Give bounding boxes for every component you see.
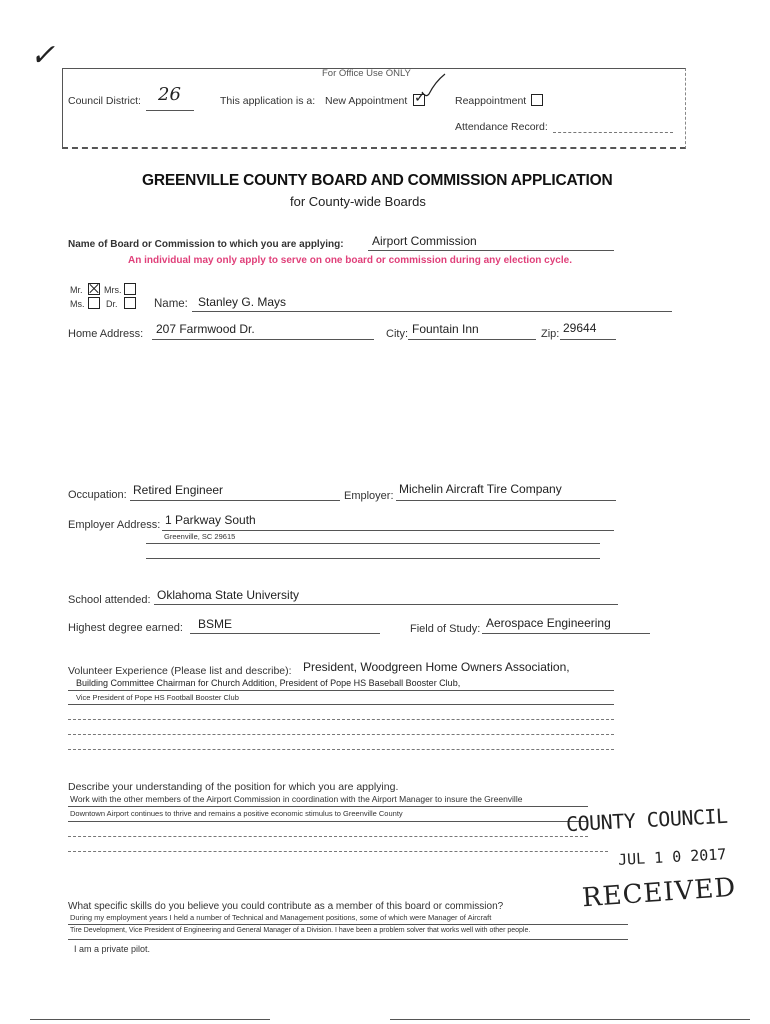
city-line bbox=[408, 339, 536, 340]
ms-checkbox[interactable] bbox=[88, 297, 100, 309]
skills-line1[interactable]: During my employment years I held a number of Technical and Management positions, some of which were Manager of Aircraft bbox=[70, 913, 492, 922]
skills-label: What specific skills do you believe you could contribute as a member of this board or commission? bbox=[68, 901, 504, 912]
school-label: School attended: bbox=[68, 594, 151, 606]
volunteer-line2[interactable]: Building Committee Chairman for Church Addition, President of Pope HS Baseball Booster Club, bbox=[76, 678, 461, 688]
field-of-study-line bbox=[482, 633, 650, 634]
stamp-county-council: COUNTY COUNCIL bbox=[565, 803, 729, 837]
ms-label: Ms. bbox=[70, 299, 85, 309]
name-line bbox=[192, 311, 672, 312]
home-address-line bbox=[152, 339, 374, 340]
attendance-record-line bbox=[553, 132, 673, 133]
council-district-value[interactable]: 26 bbox=[158, 84, 181, 105]
occupation-line bbox=[130, 500, 340, 501]
mrs-label: Mrs. bbox=[104, 285, 122, 295]
position-rule-2 bbox=[68, 821, 588, 822]
mrs-checkbox[interactable] bbox=[124, 283, 136, 295]
board-value[interactable]: Airport Commission bbox=[372, 234, 477, 248]
office-use-header: For Office Use ONLY bbox=[322, 68, 411, 79]
field-of-study-value[interactable]: Aerospace Engineering bbox=[486, 616, 611, 630]
reappointment-label: Reappointment bbox=[455, 95, 527, 107]
volunteer-line3[interactable]: Vice President of Pope HS Football Booster Club bbox=[76, 693, 239, 702]
volunteer-rule-2 bbox=[68, 704, 614, 705]
form-title: GREENVILLE COUNTY BOARD AND COMMISSION APPLICATION bbox=[142, 172, 613, 189]
volunteer-rule-5 bbox=[68, 749, 614, 750]
degree-line bbox=[190, 633, 380, 634]
board-line bbox=[368, 250, 614, 251]
mr-label: Mr. bbox=[70, 285, 83, 295]
council-district-label: Council District: bbox=[68, 95, 141, 107]
office-use-box bbox=[62, 68, 686, 149]
field-of-study-label: Field of Study: bbox=[410, 623, 481, 635]
employer-address-line bbox=[162, 530, 614, 531]
school-value[interactable]: Oklahoma State University bbox=[157, 588, 300, 602]
skills-rule-1 bbox=[68, 924, 628, 925]
volunteer-rule-1 bbox=[68, 690, 614, 691]
skills-rule-2 bbox=[68, 939, 628, 940]
position-rule-1 bbox=[68, 806, 588, 807]
bottom-rule-right bbox=[390, 1019, 750, 1020]
position-line1[interactable]: Work with the other members of the Airport Commission in coordination with the Airport Manager to insure the Greenville bbox=[70, 794, 523, 804]
city-label: City: bbox=[386, 328, 408, 340]
new-appointment-checkbox[interactable] bbox=[413, 94, 425, 106]
election-notice: An individual may only apply to serve on one board or commission during any election cycle. bbox=[128, 255, 572, 266]
school-line bbox=[154, 604, 618, 605]
bottom-rule bbox=[30, 1019, 270, 1020]
dr-checkbox[interactable] bbox=[124, 297, 136, 309]
volunteer-label: Volunteer Experience (Please list and describe): bbox=[68, 665, 292, 677]
stamp-received: RECEIVED bbox=[581, 872, 738, 914]
position-rule-3 bbox=[68, 836, 588, 837]
application-type-label: This application is a: bbox=[220, 95, 316, 107]
position-rule-4 bbox=[68, 851, 608, 852]
occupation-value[interactable]: Retired Engineer bbox=[133, 483, 224, 497]
mr-checkbox[interactable] bbox=[88, 283, 100, 295]
position-label: Describe your understanding of the position for which you are applying. bbox=[68, 781, 399, 793]
name-value[interactable]: Stanley G. Mays bbox=[198, 295, 287, 309]
check-mark-icon: ✓ bbox=[30, 38, 56, 73]
city-value[interactable]: Fountain Inn bbox=[412, 322, 479, 336]
degree-label: Highest degree earned: bbox=[68, 622, 183, 634]
volunteer-line1[interactable]: President, Woodgreen Home Owners Association, bbox=[303, 660, 570, 674]
zip-line bbox=[560, 339, 616, 340]
home-address-value[interactable]: 207 Farmwood Dr. bbox=[156, 322, 255, 336]
reappointment-checkbox[interactable] bbox=[531, 94, 543, 106]
council-district-line bbox=[146, 110, 194, 111]
employer-address-value[interactable]: 1 Parkway South bbox=[165, 513, 256, 527]
employer-address-line-3 bbox=[146, 558, 600, 559]
board-label: Name of Board or Commission to which you are applying: bbox=[68, 239, 344, 250]
employer-line bbox=[396, 500, 616, 501]
employer-label: Employer: bbox=[344, 490, 394, 502]
employer-value[interactable]: Michelin Aircraft Tire Company bbox=[399, 482, 562, 496]
name-label: Name: bbox=[154, 298, 188, 310]
employer-address-line-2 bbox=[146, 543, 600, 544]
position-line2[interactable]: Downtown Airport continues to thrive and remains a positive economic stimulus to Greenville County bbox=[70, 809, 403, 818]
new-appointment-label: New Appointment bbox=[325, 95, 408, 107]
zip-value[interactable]: 29644 bbox=[563, 321, 597, 335]
skills-line2[interactable]: Tire Development, Vice President of Engineering and General Manager of a Division. I have been a problem solver that works well with other people. bbox=[70, 927, 531, 934]
volunteer-rule-4 bbox=[68, 734, 614, 735]
occupation-label: Occupation: bbox=[68, 489, 127, 501]
home-address-label: Home Address: bbox=[68, 328, 144, 340]
volunteer-rule-3 bbox=[68, 719, 614, 720]
skills-line3[interactable]: I am a private pilot. bbox=[74, 944, 151, 954]
degree-value[interactable]: BSME bbox=[198, 617, 233, 631]
form-subtitle: for County-wide Boards bbox=[290, 194, 426, 209]
zip-label: Zip: bbox=[541, 328, 560, 340]
attendance-record-label: Attendance Record: bbox=[455, 121, 548, 133]
stamp-date: JUL 1 0 2017 bbox=[617, 845, 727, 869]
employer-address-label: Employer Address: bbox=[68, 519, 161, 531]
employer-address-line2[interactable]: Greenville, SC 29615 bbox=[164, 532, 236, 541]
dr-label: Dr. bbox=[106, 299, 118, 309]
